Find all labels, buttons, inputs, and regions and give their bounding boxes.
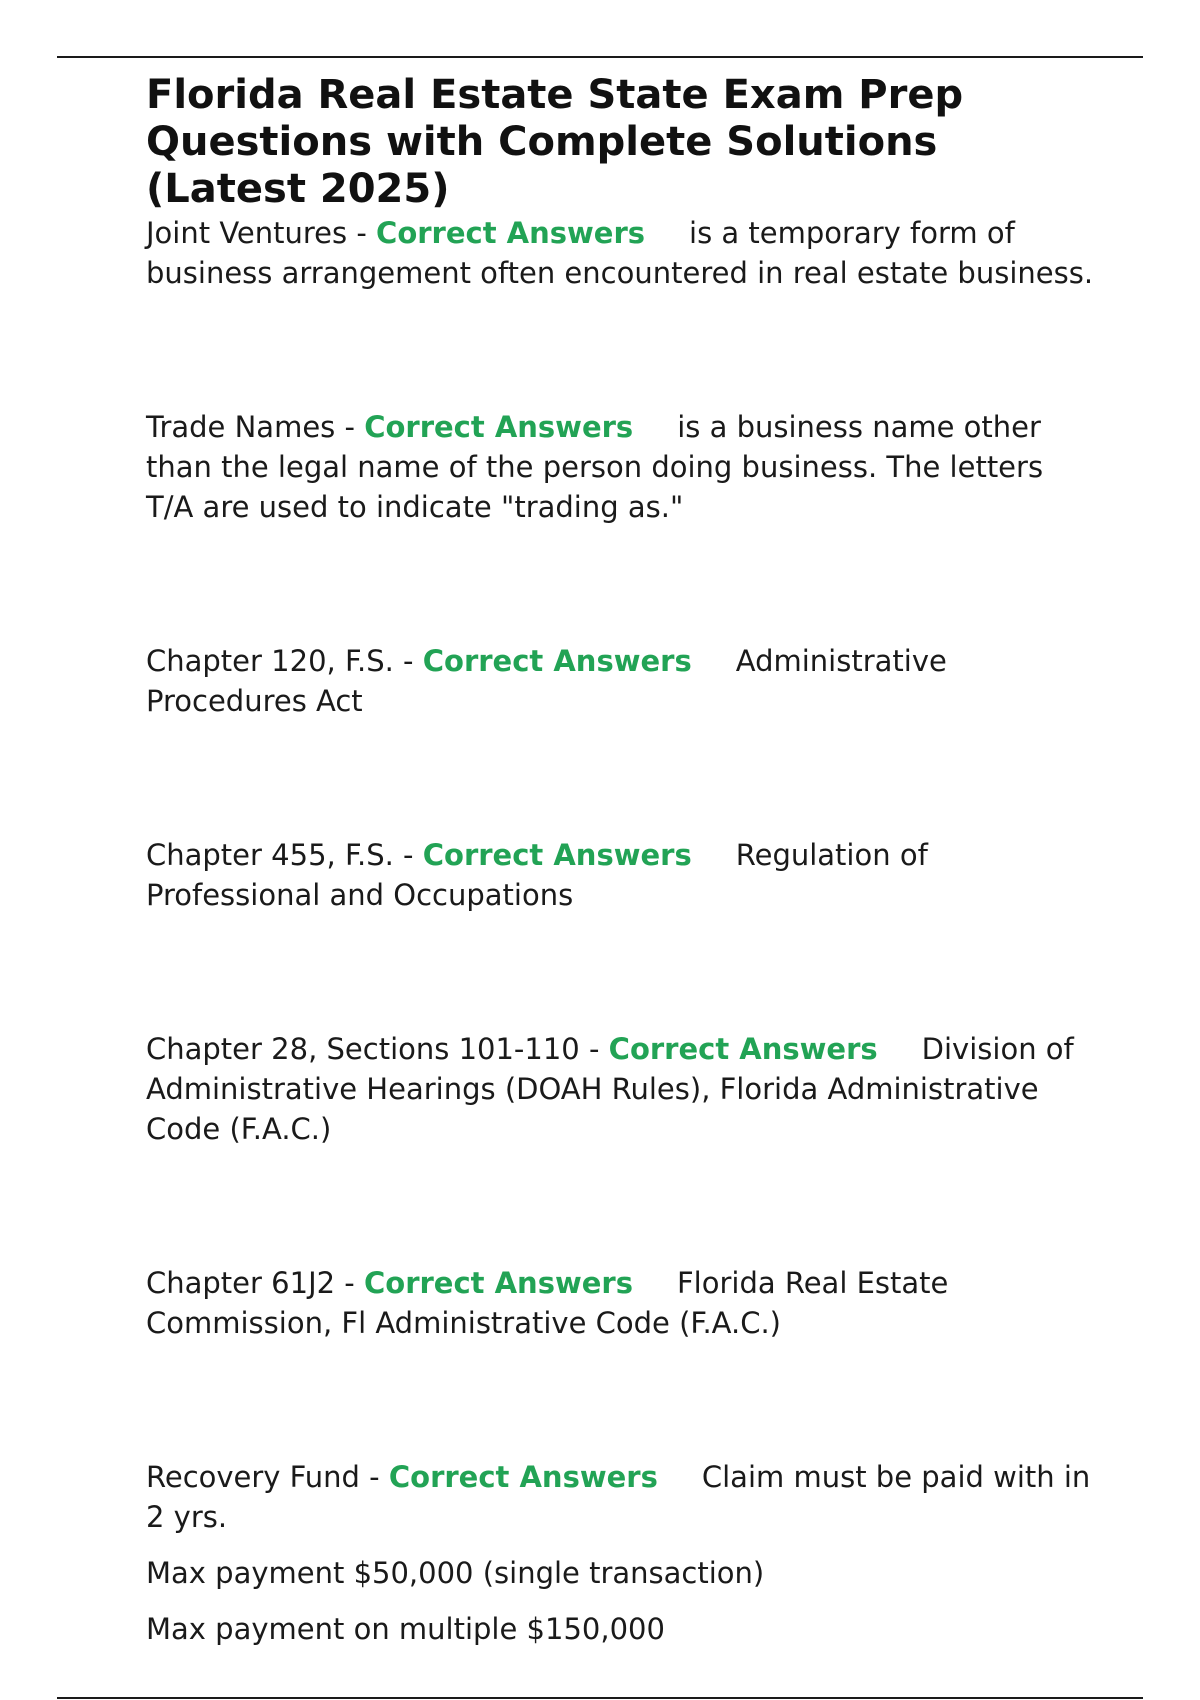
qa-entry xyxy=(146,1263,1096,1343)
qa-definition: Claim must be paid with in 2 yrs. xyxy=(146,1460,1091,1534)
qa-term: Chapter 28, Sections 101-110 xyxy=(146,1032,580,1066)
qa-definition: Division of Administrative Hearings (DOAH Rules), Florida Administrative Code (F.A.C.) xyxy=(146,1032,1074,1146)
qa-entry xyxy=(146,641,1096,721)
qa-separator: - xyxy=(579,1032,609,1066)
qa-definition: is a business name other than the legal name of the person doing business. The letters T/A are used to indicate "trading as." xyxy=(146,410,1044,524)
qa-definition: Administrative Procedures Act xyxy=(146,644,947,718)
qa-definition: is a temporary form of business arrangement often encountered in real estate business. xyxy=(146,216,1094,290)
qa-term: Trade Names xyxy=(146,410,336,444)
qa-term: Recovery Fund xyxy=(146,1460,360,1494)
qa-separator: - xyxy=(393,644,423,678)
qa-separator: - xyxy=(359,1460,389,1494)
qa-term: Chapter 61J2 xyxy=(146,1266,336,1300)
qa-separator: - xyxy=(335,1266,364,1300)
recovery-fund-note: Max payment on multiple $150,000 xyxy=(146,1612,665,1646)
correct-answers-label: Correct Answers xyxy=(364,410,634,444)
qa-entry xyxy=(146,407,1096,527)
correct-answers-label: Correct Answers xyxy=(608,1032,878,1066)
correct-answers-label: Correct Answers xyxy=(388,1460,658,1494)
qa-entry xyxy=(146,1029,1096,1149)
correct-answers-label: Correct Answers xyxy=(422,838,692,872)
qa-separator: - xyxy=(393,838,423,872)
qa-entry xyxy=(146,1457,1096,1537)
qa-definition: Florida Real Estate Commission, Fl Administrative Code (F.A.C.) xyxy=(146,1266,949,1340)
qa-definition: Regulation of Professional and Occupations xyxy=(146,838,928,912)
qa-entry xyxy=(146,213,1096,293)
document-body xyxy=(146,72,1096,1649)
recovery-fund-note: Max payment $50,000 (single transaction) xyxy=(146,1556,765,1590)
document-title: Florida Real Estate State Exam Prep Questions with Complete Solutions (Latest 2025) xyxy=(146,72,964,212)
correct-answers-label: Correct Answers xyxy=(363,1266,633,1300)
qa-term: Chapter 120, F.S. xyxy=(146,644,394,678)
qa-separator: - xyxy=(347,216,377,250)
qa-separator: - xyxy=(335,410,365,444)
qa-term: Joint Ventures xyxy=(146,216,348,250)
correct-answers-label: Correct Answers xyxy=(422,644,692,678)
top-divider xyxy=(57,56,1143,58)
correct-answers-label: Correct Answers xyxy=(376,216,646,250)
qa-entry xyxy=(146,835,1096,915)
qa-term: Chapter 455, F.S. xyxy=(146,838,394,872)
bottom-divider xyxy=(57,1697,1143,1699)
